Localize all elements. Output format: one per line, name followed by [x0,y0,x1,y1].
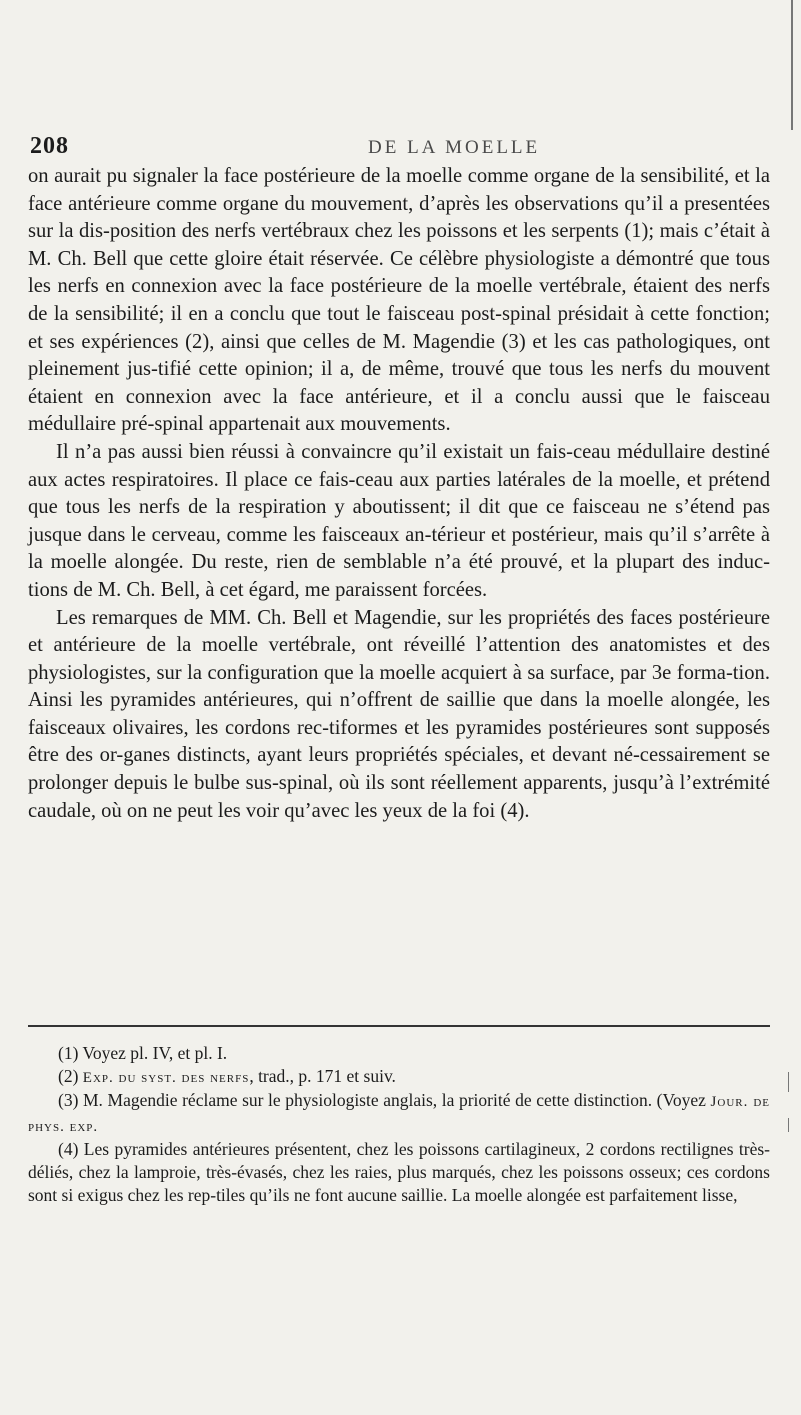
footnote-2 [28,1065,770,1090]
footnote-3-text: (3) M. Magendie réclame sur le physiologiste anglais, la priorité de cette distinction. (Voyez [58,1090,711,1111]
page-edge-mark [788,1118,789,1132]
footnote-2-source: Exp. du syst. des nerfs [82,1069,250,1086]
running-title: DE LA MOELLE [368,137,541,158]
footnote-divider [28,1025,770,1027]
paragraph-2: Il n’a pas aussi bien réussi à convaincre qu’il existait un fais-ceau médullaire destiné aux actes respiratoires. Il place ce fais-ceau aux parties latérales de la moelle, et prétend que tous les nerfs de la respiration y aboutissent; il dit que ce faisceau ne s’étend pas jusque dans le cerveau, comme les faisceaux an-térieur et postérieur, mais qu’il s’arrête à la moelle alongée. Du reste, rien de semblable n’a été prouvé, et la plupart des induc-tions de M. Ch. Bell, à cet égard, me paraissent forcées. [28,440,770,601]
page-edge-mark [788,1072,789,1092]
footnote-2-rest: , trad., p. 171 et suiv. [249,1065,396,1086]
footnote-4: (4) Les pyramides antérieures présentent, chez les poissons cartilagineux, 2 cordons rectilignes très-déliés, chez la lamproie, très-évasés, chez les raies, plus marqués, chez les poissons osseux; ces cordons sont si exigus chez les rep-tiles qu’ils ne font aucune saillie. La moelle alongée est parfaitement lisse, [28,1139,770,1205]
footnotes [28,1042,770,1206]
footnote-1: (1) Voyez pl. IV, et pl. I. [58,1043,228,1063]
page-edge-mark [791,0,793,130]
footnote-3 [28,1089,770,1138]
body-text [28,163,770,825]
page-header [30,133,770,161]
page-number: 208 [30,133,69,159]
paragraph-1: on aurait pu signaler la face postérieure de la moelle comme organe de la sensibilité, et la face antérieure comme organe du mouvement, d’après les observations qu’il a presentées sur la dis-position des nerfs vertébraux chez les poissons et les serpents (1); mais c’était à M. Ch. Bell que cette gloire était réservée. Ce célèbre physiologiste a démontré que tous les nerfs en connexion avec la face postérieure de la moelle vertébrale, étaient des nerfs de la sensibilité; il en a conclu que tout le faisceau post-spinal présidait à cette fonction; et ses expériences (2), ainsi que celles de M. Magendie (3) et les cas pathologiques, ont pleinement jus-tifié cette opinion; il a, de même, trouvé que tous les nerfs du mouvent étaient en connexion avec la face antérieure, et il a conclu aussi que le faisceau médullaire pré-spinal appartenait aux mouvements. [28,165,770,436]
footnote-2-number: (2) [58,1065,83,1086]
footnote-3-source: Jour. de phys. exp. [28,1094,770,1135]
paragraph-3: Les remarques de MM. Ch. Bell et Magendie, sur les propriétés des faces postérieure et antérieure de la moelle vertébrale, ont réveillé l’attention des anatomistes et des physiologistes, sur la configuration que la moelle acquiert à sa surface, par 3e forma-tion. Ainsi les pyramides antérieures, qui n’offrent de saillie que dans la moelle alongée, les faisceaux olivaires, les cordons rec-tiformes et les pyramides postérieures sont supposés être des or-ganes distincts, ayant leurs propriétés spéciales, et devant né-cessairement se prolonger depuis le bulbe sus-spinal, où ils sont réellement apparents, jusqu’à l’extrémité caudale, où on ne peut les voir qu’avec les yeux de la foi (4). [28,606,770,822]
